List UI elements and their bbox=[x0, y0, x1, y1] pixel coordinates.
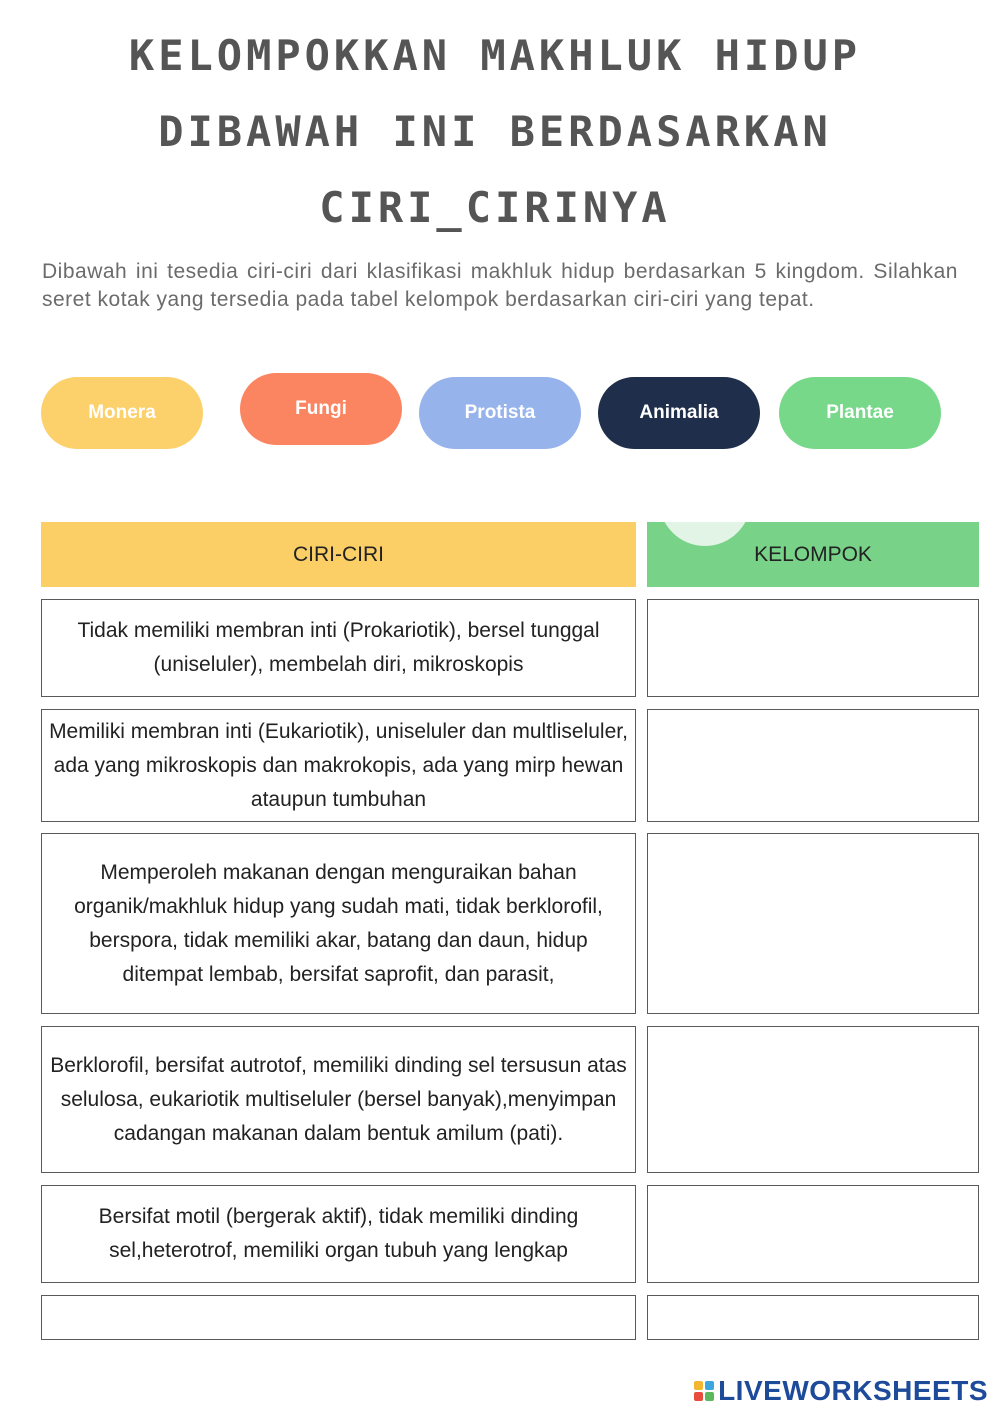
kelompok-drop-zone-1[interactable] bbox=[647, 599, 979, 697]
liveworksheets-logo[interactable] bbox=[694, 1375, 988, 1407]
kelompok-drop-zone-4[interactable] bbox=[647, 1026, 979, 1173]
ciri-cell-3: Memperoleh makanan dengan menguraikan bahan organik/makhluk hidup yang sudah mati, tidak berklorofil, berspora, tidak memiliki akar, batang dan daun, hidup ditempat lembab, bersifat saprofit, dan parasit, bbox=[41, 833, 636, 1014]
title-line-2: DIBAWAH INI BERDASARKAN bbox=[158, 107, 832, 156]
draggable-animalia[interactable]: Animalia bbox=[598, 377, 760, 449]
header-ciri-ciri-label: CIRI-CIRI bbox=[293, 542, 384, 566]
kelompok-drop-zone-3[interactable] bbox=[647, 833, 979, 1014]
instructions-text: Dibawah ini tesedia ciri-ciri dari klasifikasi makhluk hidup berdasarkan 5 kingdom. Silahkan seret kotak yang tersedia pada tabel kelompok berdasarkan ciri-ciri yang tepat. bbox=[42, 260, 958, 311]
kelompok-drop-zone-5[interactable] bbox=[647, 1185, 979, 1283]
logo-text: LIVEWORKSHEETS bbox=[718, 1375, 988, 1406]
liveworksheets-logo-icon bbox=[694, 1381, 714, 1401]
ciri-cell-6 bbox=[41, 1295, 636, 1340]
draggable-plantae[interactable]: Plantae bbox=[779, 377, 941, 449]
ciri-cell-5: Bersifat motil (bergerak aktif), tidak memiliki dinding sel,heterotrof, memiliki organ tubuh yang lengkap bbox=[41, 1185, 636, 1283]
draggable-protista[interactable]: Protista bbox=[419, 377, 581, 449]
header-kelompok-label: KELOMPOK bbox=[754, 542, 872, 566]
page-title bbox=[100, 18, 890, 246]
header-decoration bbox=[659, 522, 751, 546]
ciri-cell-2: Memiliki membran inti (Eukariotik), uniseluler dan multliseluler, ada yang mikroskopis dan makrokopis, ada yang mirp hewan ataupun tumbuhan bbox=[41, 709, 636, 822]
title-line-3: CIRI_CIRINYA bbox=[319, 183, 671, 232]
ciri-cell-1: Tidak memiliki membran inti (Prokariotik), bersel tunggal (uniseluler), membelah diri, mikroskopis bbox=[41, 599, 636, 697]
kelompok-drop-zone-6[interactable] bbox=[647, 1295, 979, 1340]
draggable-monera[interactable]: Monera bbox=[41, 377, 203, 449]
header-ciri-ciri bbox=[41, 522, 636, 587]
ciri-cell-4: Berklorofil, bersifat autrotof, memiliki dinding sel tersusun atas selulosa, eukariotik multiseluler (bersel banyak),menyimpan cadangan makanan dalam bentuk amilum (pati). bbox=[41, 1026, 636, 1173]
title-line-1: KELOMPOKKAN MAKHLUK HIDUP bbox=[128, 31, 862, 80]
draggable-fungi[interactable]: Fungi bbox=[240, 373, 402, 445]
kelompok-drop-zone-2[interactable] bbox=[647, 709, 979, 822]
header-kelompok bbox=[647, 522, 979, 587]
